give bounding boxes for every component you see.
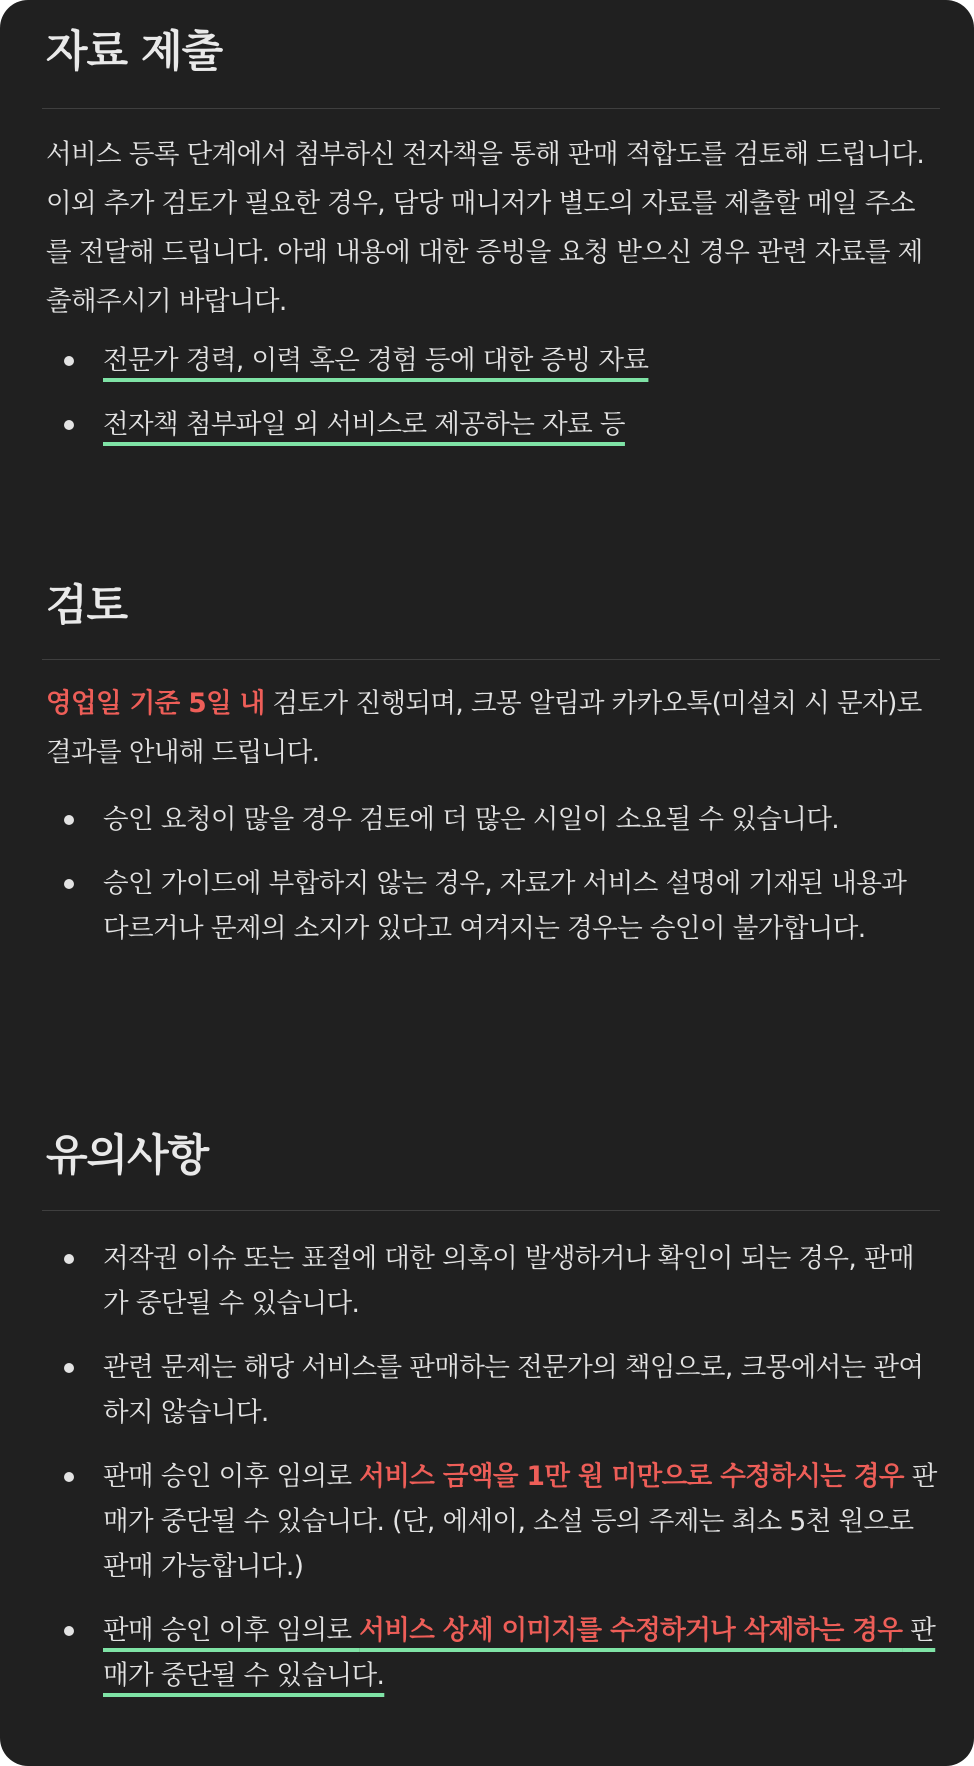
bullet-icon — [64, 1472, 74, 1482]
bullet-icon — [64, 1254, 74, 1264]
list-item — [0, 338, 939, 402]
review-divider — [42, 659, 940, 660]
bullet-icon — [64, 1626, 74, 1636]
list-item-text-before: 판매 승인 이후 임의로 — [103, 1461, 360, 1492]
bullet-icon — [64, 420, 74, 430]
list-item-text-after: 판매가 중단될 수 있습니다. (단, 에세이, 소설 등의 주제는 최소 5천 원으로 판매 가능합니다.) — [103, 1461, 937, 1582]
bullet-icon — [64, 356, 74, 366]
list-item-text: 전자책 첨부파일 외 서비스로 제공하는 자료 등 — [103, 409, 625, 440]
list-item — [0, 861, 939, 951]
list-item — [0, 797, 939, 842]
list-item — [0, 1608, 939, 1698]
submission-heading: 자료 제출 — [46, 27, 223, 77]
list-item — [0, 1454, 939, 1589]
review-highlight: 영업일 기준 5일 내 — [46, 688, 265, 719]
review-paragraph-text: 검토가 진행되며, 크몽 알림과 카카오톡(미설치 시 문자)로 결과를 안내해 드립니다. — [46, 688, 922, 768]
list-item-underlined — [103, 1615, 935, 1691]
list-item-text-before: 판매 승인 이후 임의로 — [103, 1615, 360, 1646]
bullet-icon — [64, 815, 74, 825]
submission-divider — [42, 108, 940, 109]
price-warning-highlight: 서비스 금액을 1만 원 미만으로 수정하시는 경우 — [359, 1461, 904, 1492]
review-heading: 검토 — [46, 581, 128, 631]
notes-divider — [42, 1210, 940, 1211]
list-item — [0, 1236, 939, 1326]
list-item-text-after: 판매가 중단될 수 있습니다. — [103, 1615, 936, 1691]
bullet-icon — [64, 1363, 74, 1373]
list-item-text: 승인 요청이 많을 경우 검토에 더 많은 시일이 소요될 수 있습니다. — [103, 804, 840, 835]
review-paragraph — [46, 679, 926, 777]
list-item-text: 승인 가이드에 부합하지 않는 경우, 자료가 서비스 설명에 기재된 내용과 다르거나 문제의 소지가 있다고 여겨지는 경우는 승인이 불가합니다. — [103, 868, 907, 944]
submission-list — [0, 338, 974, 466]
submission-paragraph: 서비스 등록 단계에서 첨부하신 전자책을 통해 판매 적합도를 검토해 드립니다. 이외 추가 검토가 필요한 경우, 담당 매니저가 별도의 자료를 제출할 메일 주소를 전달해 드립니다. 아래 내용에 대한 증빙을 요청 받으신 경우 관련 자료를 제출해주시기 바랍니다. — [46, 139, 925, 317]
image-warning-highlight: 서비스 상세 이미지를 수정하거나 삭제하는 경우 — [359, 1615, 903, 1646]
list-item-text: 관련 문제는 해당 서비스를 판매하는 전문가의 책임으로, 크몽에서는 관여하지 않습니다. — [103, 1352, 924, 1428]
notes-heading: 유의사항 — [46, 1131, 209, 1181]
review-list — [0, 797, 974, 951]
notes-list — [0, 1236, 974, 1698]
list-item — [0, 1345, 939, 1435]
list-item — [0, 402, 939, 466]
bullet-icon — [64, 879, 74, 889]
list-item-text: 전문가 경력, 이력 혹은 경험 등에 대한 증빙 자료 — [103, 345, 649, 376]
list-item-text: 저작권 이슈 또는 표절에 대한 의혹이 발생하거나 확인이 되는 경우, 판매가 중단될 수 있습니다. — [103, 1243, 915, 1319]
